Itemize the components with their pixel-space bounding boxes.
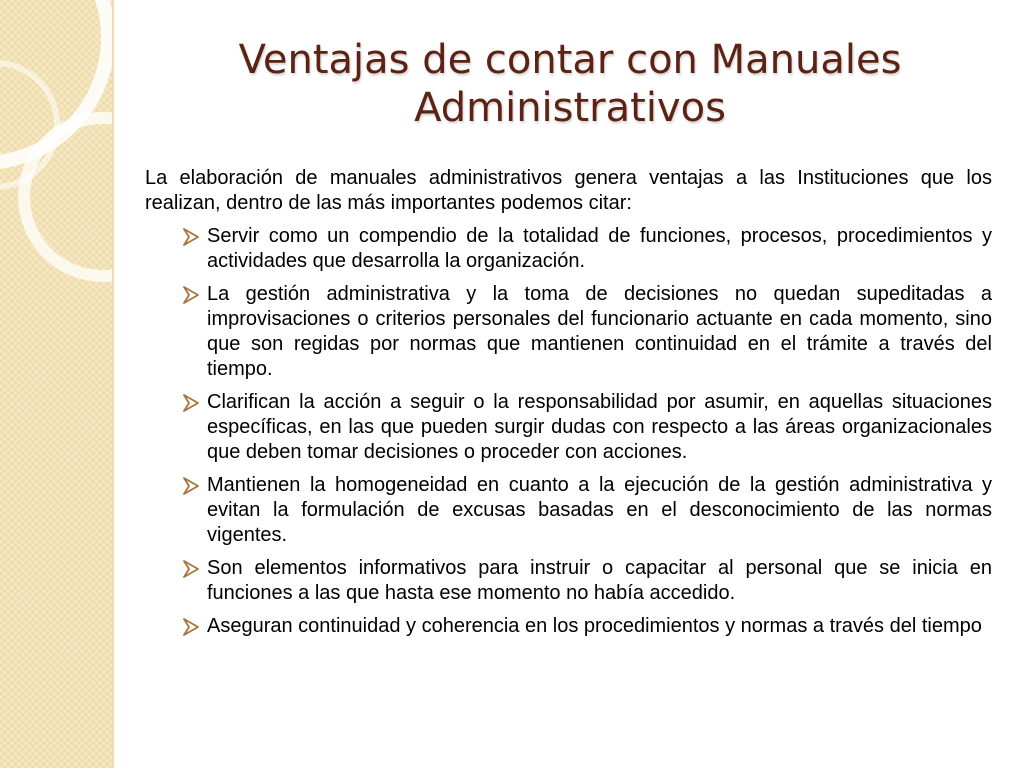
arrow-bullet-icon: [182, 286, 200, 304]
arrow-bullet-icon: [182, 477, 200, 495]
bullet-text: Son elementos informativos para instruir o capacitar al personal que se inicia en funciones a las que hasta ese momento no había accedido.: [207, 557, 992, 604]
bullet-item: [145, 473, 992, 548]
bullet-text: La gestión administrativa y la toma de decisiones no quedan supeditadas a improvisaciones o criterios personales del funcionario actuante en cada momento, sino que son regidas por normas que mantienen continuidad en el trámite a través del tiempo.: [207, 283, 992, 380]
arrow-bullet-icon: [182, 394, 200, 412]
bullet-item: [145, 282, 992, 382]
band-edge: [112, 0, 115, 768]
intro-paragraph: La elaboración de manuales administrativos genera ventajas a las Instituciones que los realizan, dentro de las más importantes podemos citar:: [145, 167, 992, 214]
bullet-item: [145, 390, 992, 465]
arrow-bullet-icon: [182, 560, 200, 578]
bullet-list: [145, 224, 992, 639]
slide-body: [145, 166, 992, 647]
arrow-bullet-icon: [182, 618, 200, 636]
bullet-item: [145, 556, 992, 606]
decorative-side-band: [0, 0, 112, 768]
bullet-text: Clarifican la acción a seguir o la responsabilidad por asumir, en aquellas situaciones específicas, en las que pueden surgir dudas con respecto a las áreas organizacionales que deben tomar decisiones o proceder con acciones.: [207, 391, 992, 463]
bullet-text: Aseguran continuidad y coherencia en los procedimientos y normas a través del tiempo: [207, 615, 982, 637]
bullet-item: [145, 224, 992, 274]
bullet-text: Mantienen la homogeneidad en cuanto a la ejecución de la gestión administrativa y evitan la formulación de excusas basadas en el desconocimiento de las normas vigentes.: [207, 474, 992, 546]
bullet-item: [145, 614, 992, 639]
bullet-text: Servir como un compendio de la totalidad de funciones, procesos, procedimientos y actividades que desarrolla la organización.: [207, 225, 992, 272]
arrow-bullet-icon: [182, 228, 200, 246]
slide-title: Ventajas de contar con Manuales Administrativos: [238, 37, 902, 131]
